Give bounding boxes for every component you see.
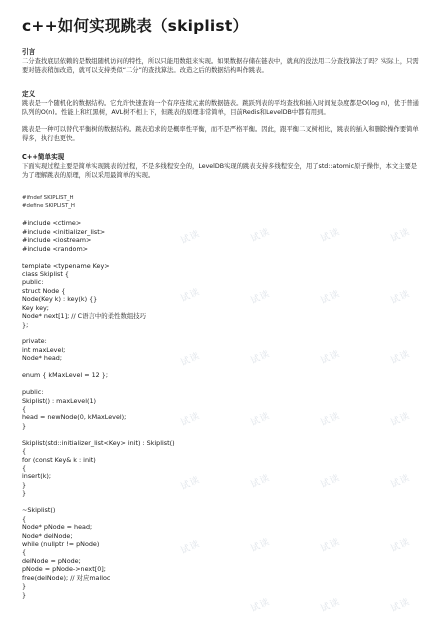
code-line: #define SKIPLIST_H (22, 203, 75, 210)
watermark-text: 试读 (319, 597, 342, 615)
code-line: Skiplist() : maxLevel(1) (22, 396, 97, 405)
code-line: private: (22, 337, 47, 346)
watermark-text: 试读 (389, 289, 412, 307)
watermark-text: 试读 (179, 351, 202, 369)
implementation-heading: C++简单实现 (22, 153, 65, 161)
watermark-text: 试读 (389, 597, 412, 615)
definition-heading: 定义 (22, 90, 36, 98)
code-line: class Skiplist { (22, 269, 69, 278)
code-line: }; (22, 320, 29, 329)
watermark-text: 试读 (389, 537, 412, 555)
definition-paragraph-2: 跳表是一种可以替代平衡树的数据结构。跳表追求的是概率性平衡，而不是严格平衡。因此，跟平衡二叉树相比，跳表的插入和删除操作要简单得多，执行也更快。 (22, 126, 419, 142)
definition-paragraph-1: 跳表是一个随机化的数据结构。它允许快速查询一个有序连续元素的数据链表。跳跃列表的平均查找和插入时间复杂度都是O(log n)，优于普通队列的O(n)。性能上和红黑树，AVL树不相上下，但跳表的原理非常简单，目前Redis和LevelDB中都有用到。 (22, 100, 419, 116)
watermark-text: 试读 (319, 227, 342, 245)
code-line: } (22, 489, 27, 498)
code-line (22, 363, 422, 371)
watermark-text: 试读 (319, 411, 342, 429)
code-line: public: (22, 388, 44, 397)
watermark-text: 试读 (389, 473, 412, 491)
watermark-text: 试读 (179, 229, 202, 247)
watermark-text: 试读 (249, 289, 272, 307)
code-line: head = newNode(0, kMaxLevel); (22, 413, 127, 422)
watermark-text: 试读 (389, 411, 412, 429)
intro-paragraph: 二分查找底层依赖的是数组随机访问的特性，所以只能用数组来实现。如果数据存储在链表中，就真的没法用二分查找算法了吗？实际上，只需要对链表稍加改造，就可以支持类似“二分”的查找算法。改造之后的数据结构叫作跳表。 (22, 58, 419, 74)
code-line: Skiplist(std::initializer_list<Key> init) : Skiplist() (22, 438, 175, 447)
code-line: Node(Key k) : key(k) {} (22, 295, 98, 304)
watermark-text: 试读 (389, 227, 412, 245)
code-line: Node* next[1]; // C语言中的柔性数组技巧 (22, 312, 147, 321)
code-line (22, 211, 422, 219)
code-line: struct Node { (22, 286, 66, 295)
watermark-text: 试读 (249, 227, 272, 245)
code-line: } (22, 590, 27, 599)
code-line: Node* delNode; (22, 531, 73, 540)
code-line: #include <initializer_list> (22, 227, 106, 236)
code-line (22, 430, 422, 438)
code-line: int maxLevel; (22, 345, 66, 354)
code-line: #include <random> (22, 244, 89, 253)
watermark-text: 试读 (179, 539, 202, 557)
code-line: for (const Key& k : init) (22, 455, 96, 464)
code-line (22, 329, 422, 337)
watermark-text: 试读 (319, 289, 342, 307)
code-line: insert(k); (22, 472, 52, 481)
code-line: public: (22, 278, 44, 287)
code-line (22, 498, 422, 506)
code-line: pNode = pNode->next[0]; (22, 565, 106, 574)
code-line: } (22, 421, 27, 430)
watermark-text: 试读 (179, 411, 202, 429)
code-line: delNode = pNode; (22, 556, 81, 565)
watermark-text: 试读 (389, 349, 412, 367)
watermark-text: 试读 (319, 537, 342, 555)
code-line: } (22, 480, 27, 489)
code-line: ~Skiplist() (22, 506, 56, 515)
watermark-text: 试读 (249, 597, 272, 615)
code-line: #ifndef SKIPLIST_H (22, 195, 74, 201)
code-line (22, 380, 422, 388)
code-line: { (22, 548, 27, 557)
code-line: } (22, 582, 27, 591)
intro-heading: 引言 (22, 48, 36, 56)
page-title: c++如何实现跳表（skiplist） (22, 17, 249, 35)
code-line: while (nullptr != pNode) (22, 539, 100, 548)
code-line: Key key; (22, 303, 49, 312)
watermark-text: 试读 (179, 475, 202, 493)
code-line: Node* pNode = head; (22, 523, 93, 532)
code-line (22, 253, 422, 261)
code-block (22, 194, 422, 599)
code-line: Node* head; (22, 354, 63, 363)
code-line: enum { kMaxLevel = 12 }; (22, 371, 108, 380)
code-line: free(delNode); // 对应malloc (22, 573, 111, 582)
code-line: #include <iostream> (22, 236, 92, 245)
code-line: { (22, 447, 27, 456)
implementation-paragraph: 下面实现过程主要是简单实现跳表的过程，不是多线程安全的，LevelDB实现的跳表支持多线程安全，用了std::atomic原子操作，本文主要是为了理解跳表的原理，所以采用最简单的实现。 (22, 163, 418, 179)
watermark-text: 试读 (319, 349, 342, 367)
watermark-text: 试读 (319, 473, 342, 491)
watermark-text: 试读 (179, 287, 202, 305)
code-line: { (22, 514, 27, 523)
code-line: template <typename Key> (22, 261, 110, 270)
code-line: { (22, 404, 27, 413)
watermark-text: 试读 (249, 349, 272, 367)
watermark-text: 试读 (249, 537, 272, 555)
watermark-text: 试读 (249, 473, 272, 491)
code-line: { (22, 464, 27, 472)
watermark-text: 试读 (249, 411, 272, 429)
code-line: #include <ctime> (22, 219, 82, 228)
